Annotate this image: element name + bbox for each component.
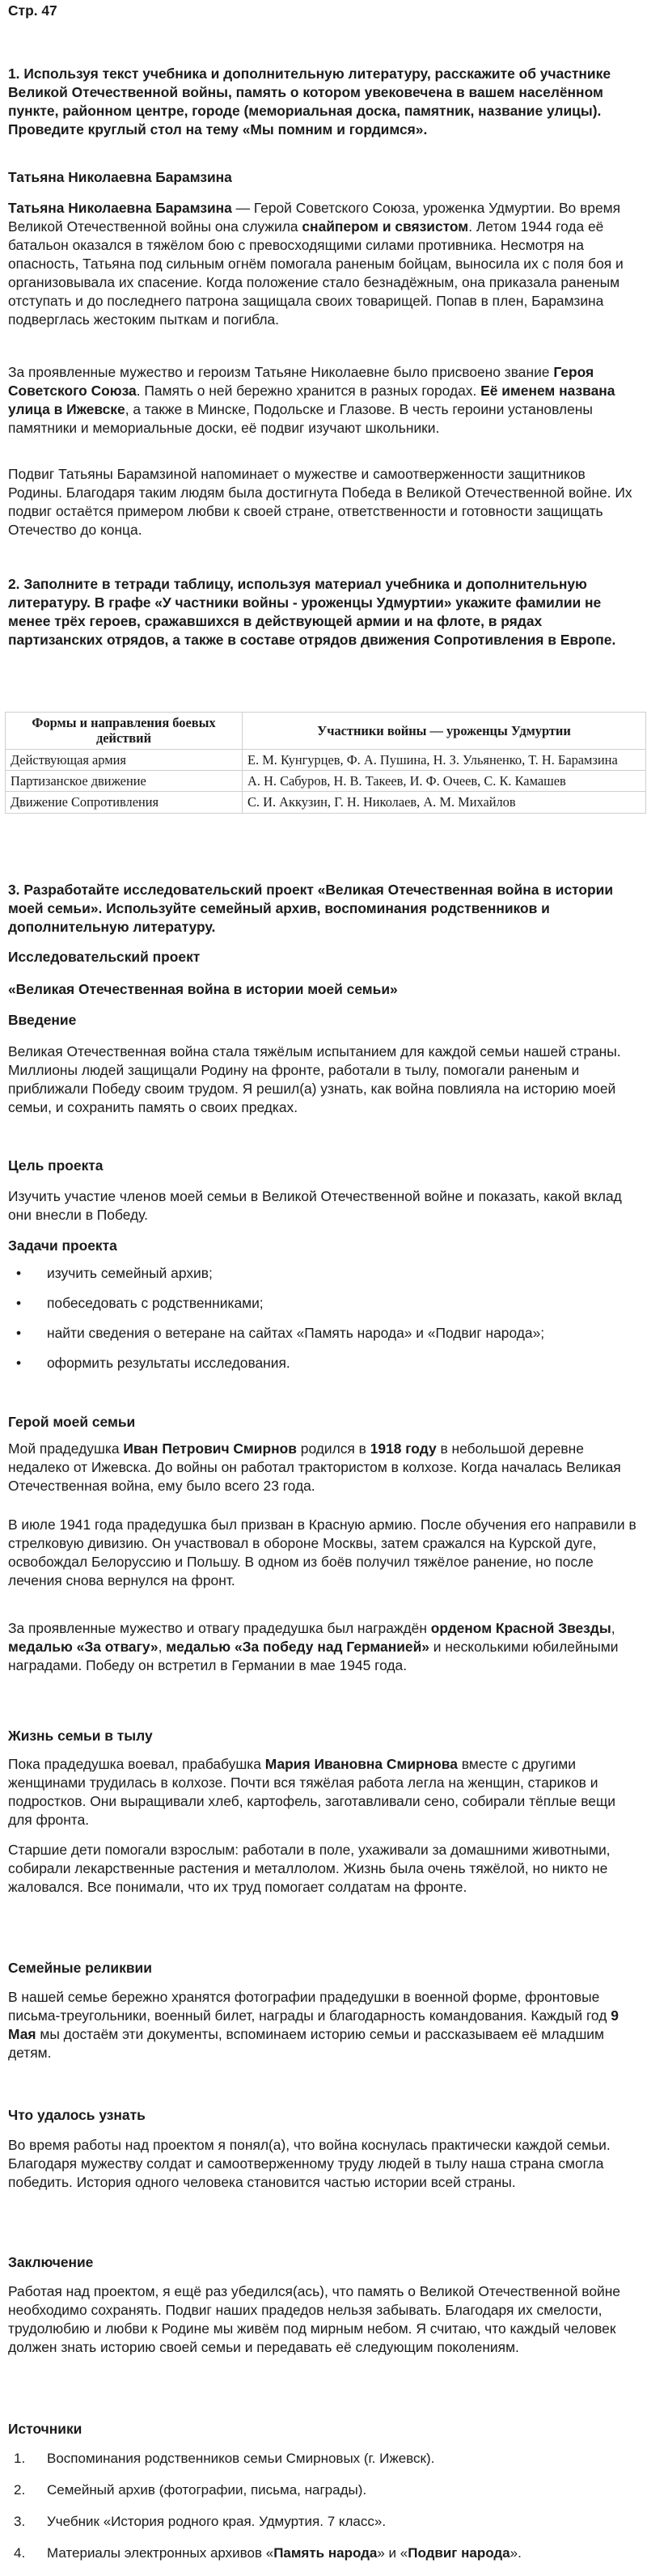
table-cell: Е. М. Кунгурцев, Ф. А. Пушина, Н. З. Ульяненко, Т. Н. Барамзина <box>243 749 646 770</box>
text-run: и несколькими юбилейными наградами. Победу он встретил в Германии в мае 1945 года. <box>8 1638 619 1673</box>
table-header-cell: Формы и направления боевых действий <box>6 713 243 750</box>
hero-role: снайпером и связистом <box>302 218 469 235</box>
text-run: — Герой Советского Союза, уроженка Удмуртии. Во время Великой Отечественной войны она служила <box>8 200 621 235</box>
heroes-table <box>5 712 646 814</box>
rear-paragraph-2: Старшие дети помогали взрослым: работали в поле, ухаживали за домашними животными, собирали лекарственные растения и металлолом. Жизнь была очень тяжёлой, но никто не жаловался. Все понимали, что их труд помогает солдатам на фронте. <box>8 1842 611 1895</box>
ancestor-name: Иван Петрович Смирнов <box>123 1440 297 1457</box>
hero-paragraph-2: В июле 1941 года прадедушка был призван в Красную армию. После обучения его направили в стрелковую дивизию. Он участвовал в обороне Москвы, затем сражался на Курской дуге, освобождал Белоруссию и Польшу. В одном из боёв получил тяжёлое ранение, но после лечения снова вернулся на фронт. <box>8 1516 636 1588</box>
page-label: Стр. 47 <box>8 2 57 19</box>
street-name: Её именем названа улица в Ижевске <box>8 382 615 417</box>
text-run: . Летом 1944 года её батальон оказался в тяжёлом бою с превосходящими силами противника. Несмотря на опасность, Татьяна под сильным огнём помогала раненым бойцам, выносила их с поля боя и организовывала их спасение. Когда положение стало безнадёжным, она приказала раненым отступать и до последнего патрона защищала своих товарищей. Попав в плен, Барамзина подверглась жестоким пыткам и погибла. <box>8 218 624 328</box>
task1-paragraph-1 <box>8 199 637 329</box>
list-item <box>8 1354 637 1384</box>
project-title: «Великая Отечественная война в истории моей семьи» <box>8 981 398 997</box>
list-item-text: оформить результаты исследования. <box>47 1355 290 1371</box>
text-run: мы достаём эти документы, вспоминаем историю семьи и рассказываем её младшим детям. <box>8 2025 604 2061</box>
award: медалью «За отвагу» <box>8 1638 159 1655</box>
table-cell: Действующая армия <box>6 749 243 770</box>
task1-question: 1. Используя текст учебника и дополнительную литературу, расскажите об участнике Великой Отечественной войны, память о котором увековечена в вашем населённом пункте, районном центре, городе (мемориальная доска, памятник, название улицы). Проведите круглый стол на тему «Мы помним и гордимся». <box>8 66 611 137</box>
task1-paragraph-3: Подвиг Татьяны Барамзиной напоминает о мужестве и самоотверженности защитников Родины. Благодаря таким людям была достигнута Победа в Великой Отечественной войне. Их подвиг остаётся примером любви к своей стране, ответственности и готовности защищать Отечество до конца. <box>8 466 632 538</box>
text-run: Мой прадедушка <box>8 1440 124 1457</box>
text-run: За проявленные мужество и героизм Татьяне Николаевне было присвоено звание <box>8 364 554 380</box>
task3-question: 3. Разработайте исследовательский проект «Великая Отечественная война в истории моей семьи». Используйте семейный архив, воспоминания родственников и дополнительную литературу. <box>8 882 614 935</box>
text-run: в небольшой деревне недалеко от Ижевска. До войны он работал трактористом в колхозе. Когда началась Великая Отечественная война, ему было всего 23 года. <box>8 1440 621 1494</box>
intro-heading: Введение <box>8 1012 77 1028</box>
list-item <box>8 2544 637 2576</box>
list-number: 3. <box>14 2514 26 2529</box>
rear-paragraph-1 <box>8 1755 637 1829</box>
table-cell: А. Н. Сабуров, Н. В. Такеев, И. Ф. Очеев, С. К. Камашев <box>243 771 646 792</box>
hero-name: Татьяна Николаевна Барамзина <box>8 200 232 216</box>
text-run: , <box>611 1620 615 1636</box>
table-row <box>6 749 646 770</box>
list-item-text: Семейный архив (фотографии, письма, награды). <box>47 2482 367 2498</box>
table-row <box>6 771 646 792</box>
table-cell: Движение Сопротивления <box>6 792 243 813</box>
archive-name: Память народа <box>273 2545 378 2561</box>
goal-heading: Цель проекта <box>8 1157 104 1174</box>
hero-title: Героя Советского Союза <box>8 364 594 399</box>
sources-list <box>8 2450 637 2576</box>
list-item-text: Учебник «История родного края. Удмуртия. 7 класс». <box>47 2514 387 2529</box>
task1-heading: Татьяна Николаевна Барамзина <box>8 169 232 185</box>
task1-paragraph-2 <box>8 363 637 438</box>
award: медалью «За победу над Германией» <box>166 1638 429 1655</box>
hero-paragraph-3 <box>8 1619 637 1675</box>
text-run: . Память о ней бережно хранится в разных городах. <box>136 382 481 399</box>
bullet-icon: • <box>16 1355 22 1371</box>
relics-heading: Семейные реликвии <box>8 1960 152 1976</box>
text-run: ». <box>510 2545 522 2561</box>
list-number: 4. <box>14 2545 26 2561</box>
hero-heading: Герой моей семьи <box>8 1414 136 1430</box>
tasks-list <box>8 1264 637 1384</box>
list-number: 1. <box>14 2451 26 2466</box>
list-item-text: найти сведения о ветеране на сайтах «Память народа» и «Подвиг народа»; <box>47 1325 545 1341</box>
text-run: , а также в Минске, Подольске и Глазове. В честь героини установлены памятники и мемориальные доски, её подвиг изучают школьники. <box>8 400 593 436</box>
text-run: вместе с другими женщинами трудилась в колхозе. Почти вся тяжёлая работа легла на женщин, стариков и подростков. Они выращивали хлеб, картофель, заготавливали сено, собирали тёплые вещи для фронта. <box>8 1756 616 1828</box>
task2-question: 2. Заполните в тетради таблицу, используя материал учебника и дополнительную литературу. В графе «У частники войны - уроженцы Удмуртии» укажите фамилии не менее трёх героев, сражавшихся в действующей армии и на флоте, в рядах партизанских отрядов, а также в составе отрядов движения Сопротивления в Европе. <box>8 576 616 648</box>
project-label: Исследовательский проект <box>8 949 201 965</box>
bullet-icon: • <box>16 1295 22 1311</box>
intro-paragraph: Великая Отечественная война стала тяжёлым испытанием для каждой семьи нашей страны. Миллионы людей защищали Родину на фронте, работали в тылу, помогали раненым и приближали Победу своим трудом. Я решил(а) узнать, как война повлияла на историю моей семьи, и сохранить память о своих предках. <box>8 1043 621 1115</box>
relics-paragraph <box>8 1988 637 2062</box>
list-item <box>8 1324 637 1354</box>
sources-heading: Источники <box>8 2421 82 2437</box>
archive-name: Подвиг народа <box>408 2545 510 2561</box>
bullet-icon: • <box>16 1325 22 1341</box>
bullet-icon: • <box>16 1265 22 1281</box>
tasks-heading: Задачи проекта <box>8 1237 117 1254</box>
table-cell: С. И. Аккузин, Г. Н. Николаев, А. М. Михайлов <box>243 792 646 813</box>
ancestor-name: Мария Ивановна Смирнова <box>264 1756 458 1772</box>
table-row <box>6 792 646 813</box>
conclusion-paragraph: Работая над проектом, я ещё раз убедился(ась), что память о Великой Отечественной войне необходимо сохранять. Подвиг наших прадедов нельзя забывать. Благодаря их смелости, трудолюбию и любви к Родине мы живём под мирным небом. Я считаю, что каждый человек должен знать историю своей семьи и передавать её следующим поколениям. <box>8 2283 620 2355</box>
list-item <box>8 2450 637 2481</box>
table-header-cell: Участники войны — уроженцы Удмуртии <box>243 713 646 750</box>
list-item-text: изучить семейный архив; <box>47 1265 213 1281</box>
list-item <box>8 2481 637 2513</box>
text-run: , <box>158 1638 167 1655</box>
birth-year: 1918 году <box>370 1440 437 1457</box>
table-cell: Партизанское движение <box>6 771 243 792</box>
list-item-text: Воспоминания родственников семьи Смирновых (г. Ижевск). <box>47 2451 435 2466</box>
learned-heading: Что удалось узнать <box>8 2107 146 2123</box>
award: орденом Красной Звезды <box>430 1620 611 1636</box>
text-run: Пока прадедушка воевал, прабабушка <box>8 1756 265 1772</box>
goal-paragraph: Изучить участие членов моей семьи в Великой Отечественной войне и показать, какой вклад они внесли в Победу. <box>8 1188 622 1223</box>
text-run: Материалы электронных архивов « <box>47 2545 274 2561</box>
hero-paragraph-1 <box>8 1440 637 1495</box>
list-item-text: побеседовать с родственниками; <box>47 1295 264 1311</box>
text-run: В нашей семье бережно хранятся фотографии прадедушки в военной форме, фронтовые письма-треугольники, военный билет, награды и благодарность командования. Каждый год <box>8 1989 611 2024</box>
list-item <box>8 1294 637 1324</box>
list-number: 2. <box>14 2482 26 2498</box>
conclusion-heading: Заключение <box>8 2254 94 2270</box>
list-item <box>8 2513 637 2544</box>
learned-paragraph: Во время работы над проектом я понял(а), что война коснулась практически каждой семьи. Благодаря мужеству солдат и самоотверженному труду людей в тылу наша страна смогла победить. История одного человека становится частью истории всей страны. <box>8 2137 611 2190</box>
rear-heading: Жизнь семьи в тылу <box>8 1728 153 1744</box>
text-run: » и « <box>377 2545 408 2561</box>
list-item <box>8 1264 637 1294</box>
text-run: родился в <box>296 1440 370 1457</box>
table-header-row <box>6 713 646 750</box>
victory-day: 9 Мая <box>8 2007 619 2042</box>
text-run: За проявленные мужество и отвагу прадедушка был награждён <box>8 1620 431 1636</box>
